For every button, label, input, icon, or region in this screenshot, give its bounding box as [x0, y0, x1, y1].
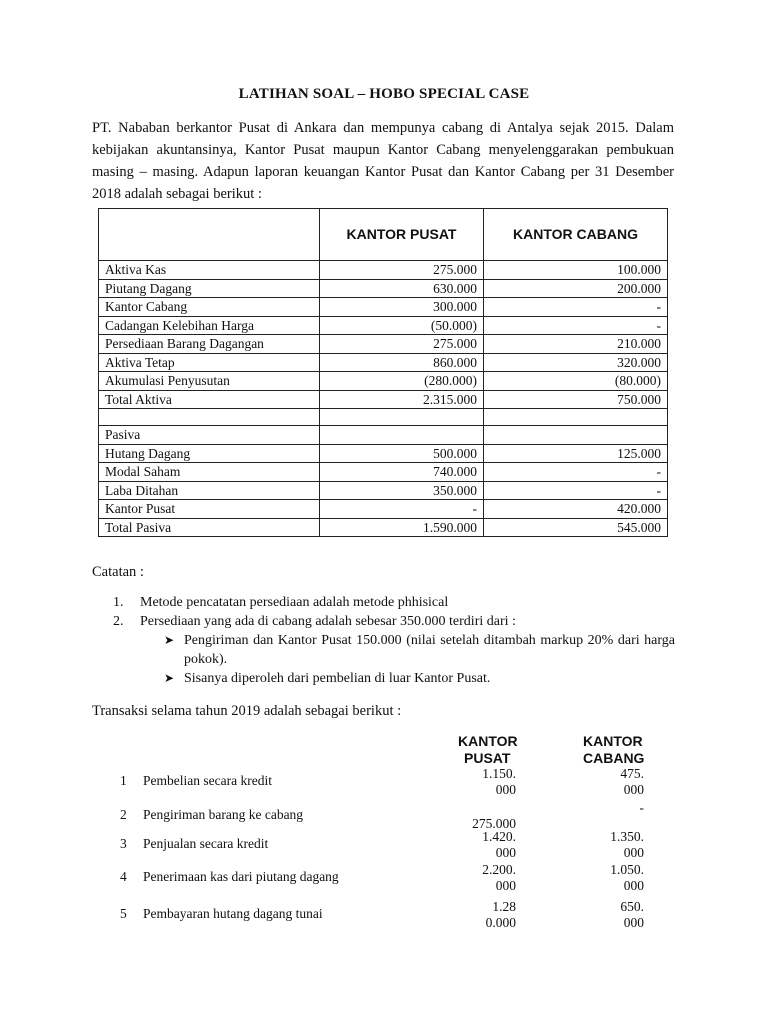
note-item	[113, 612, 675, 631]
pusat-value-cell: 1.590.000	[320, 518, 484, 537]
cabang-amount	[580, 766, 644, 798]
amount-line	[440, 800, 516, 816]
row-label-cell: Aktiva Tetap	[99, 353, 320, 372]
note-number: 2.	[113, 614, 124, 629]
amount-line: 1.420.	[482, 829, 516, 844]
transaction-number: 4	[120, 869, 127, 884]
pusat-value-cell: (50.000)	[320, 316, 484, 335]
pusat-value-cell: 275.000	[320, 335, 484, 354]
table-header-row	[99, 209, 668, 261]
amount-line: 650.	[620, 899, 644, 914]
table-row	[99, 481, 668, 500]
cabang-value-cell: -	[484, 481, 668, 500]
sub-note-text: Sisanya diperoleh dari pembelian di luar Kantor Pusat.	[184, 671, 491, 686]
transaction-number: 1	[120, 773, 127, 788]
table-header-pusat: KANTOR PUSAT	[320, 209, 484, 261]
amount-line: 000	[623, 845, 644, 860]
pusat-amount	[440, 829, 516, 861]
cabang-value-cell: 320.000	[484, 353, 668, 372]
pusat-value-cell: 300.000	[320, 298, 484, 317]
cabang-value-cell: 125.000	[484, 444, 668, 463]
amount-line: 000	[623, 915, 644, 930]
row-label-cell: Kantor Pusat	[99, 500, 320, 519]
table-row	[99, 463, 668, 482]
pusat-value-cell: 500.000	[320, 444, 484, 463]
cabang-amount	[580, 862, 644, 894]
cabang-value-cell	[484, 426, 668, 445]
cabang-value-cell: 210.000	[484, 335, 668, 354]
cabang-value-cell: (80.000)	[484, 372, 668, 391]
cabang-value-cell: -	[484, 316, 668, 335]
header-line: CABANG	[583, 750, 645, 766]
pusat-value-cell: 630.000	[320, 279, 484, 298]
transactions-header-pusat	[458, 733, 528, 767]
transactions-intro: Transaksi selama tahun 2019 adalah sebagai berikut :	[92, 703, 402, 719]
transaction-description: Pengiriman barang ke cabang	[143, 807, 304, 822]
table-row	[99, 298, 668, 317]
row-label-cell: Akumulasi Penyusutan	[99, 372, 320, 391]
amount-line: 2.200.	[482, 862, 516, 877]
row-label-cell: Hutang Dagang	[99, 444, 320, 463]
row-label-cell: Total Aktiva	[99, 390, 320, 409]
arrow-bullet-icon: ➤	[164, 671, 175, 685]
transaction-description: Penerimaan kas dari piutang dagang	[143, 869, 339, 884]
cabang-amount	[580, 800, 644, 832]
transaction-number: 2	[120, 807, 127, 822]
table-row	[99, 518, 668, 537]
transaction-number: 3	[120, 836, 127, 851]
table-row	[99, 316, 668, 335]
cabang-value-cell: -	[484, 298, 668, 317]
transaction-description: Pembelian secara kredit	[143, 773, 272, 788]
arrow-bullet-icon: ➤	[164, 633, 175, 647]
pusat-value-cell: 350.000	[320, 481, 484, 500]
pusat-value-cell: 860.000	[320, 353, 484, 372]
amount-line: 000	[623, 878, 644, 893]
cabang-value-cell	[484, 409, 668, 426]
table-row	[99, 426, 668, 445]
table-row	[99, 353, 668, 372]
amount-line: 1.350.	[610, 829, 644, 844]
cabang-value-cell: 100.000	[484, 261, 668, 280]
table-header-cabang: KANTOR CABANG	[484, 209, 668, 261]
header-line: KANTOR	[583, 733, 643, 749]
cabang-amount	[580, 899, 644, 931]
row-label-cell: Piutang Dagang	[99, 279, 320, 298]
amount-line: 475.	[620, 766, 644, 781]
amount-line: 1.050.	[610, 862, 644, 877]
row-label-cell: Pasiva	[99, 426, 320, 445]
amount-line: 275.000	[472, 816, 516, 831]
transactions-header-cabang	[583, 733, 653, 767]
note-text: Metode pencatatan persediaan adalah metode phhisical	[140, 595, 449, 610]
cabang-value-cell: 420.000	[484, 500, 668, 519]
row-label-cell: Cadangan Kelebihan Harga	[99, 316, 320, 335]
pusat-amount	[440, 899, 516, 931]
row-label-cell	[99, 409, 320, 426]
pusat-amount	[440, 766, 516, 798]
note-number: 1.	[113, 595, 124, 610]
amount-line: 000	[623, 782, 644, 797]
row-label-cell: Persediaan Barang Dagangan	[99, 335, 320, 354]
page-title: LATIHAN SOAL – HOBO SPECIAL CASE	[238, 86, 530, 102]
table-row	[99, 500, 668, 519]
row-label-cell: Aktiva Kas	[99, 261, 320, 280]
intro-line: kebijakan akuntansinya, Kantor Pusat maupun Kantor Cabang menyelenggarakan	[92, 142, 599, 158]
amount-line: 000	[495, 878, 516, 893]
pusat-value-cell: 2.315.000	[320, 390, 484, 409]
transaction-description: Pembayaran hutang dagang tunai	[143, 906, 323, 921]
header-line: PUSAT	[464, 750, 511, 766]
amount-line: 1.28	[492, 899, 516, 914]
table-row	[99, 390, 668, 409]
table-row	[99, 279, 668, 298]
intro-line: per 31 Desember 2018 adalah sebagai berikut :	[92, 164, 675, 202]
amount-line: -	[639, 800, 644, 815]
intro-line: pembukuan masing – masing. Adapun laporan keuangan Kantor Pusat dan Kantor Cabang	[92, 142, 674, 180]
cabang-amount	[580, 829, 644, 861]
table-row	[99, 372, 668, 391]
row-label-cell: Total Pasiva	[99, 518, 320, 537]
transaction-description: Penjualan secara kredit	[143, 836, 269, 851]
pusat-amount	[440, 862, 516, 894]
catatan-label: Catatan :	[92, 564, 144, 580]
pusat-value-cell	[320, 409, 484, 426]
cabang-value-cell: 750.000	[484, 390, 668, 409]
row-label-cell: Laba Ditahan	[99, 481, 320, 500]
balance-table	[98, 208, 668, 537]
row-label-cell: Modal Saham	[99, 463, 320, 482]
cabang-value-cell: 545.000	[484, 518, 668, 537]
amount-line: 1.150.	[482, 766, 516, 781]
pusat-value-cell: (280.000)	[320, 372, 484, 391]
table-row	[99, 444, 668, 463]
cabang-value-cell: -	[484, 463, 668, 482]
amount-line: 0.000	[485, 915, 516, 930]
table-row	[99, 335, 668, 354]
pusat-value-cell: 275.000	[320, 261, 484, 280]
pusat-value-cell	[320, 426, 484, 445]
sub-note-item	[113, 669, 675, 688]
pusat-value-cell: -	[320, 500, 484, 519]
amount-line: 000	[495, 845, 516, 860]
sub-note-item	[113, 631, 675, 669]
header-line: KANTOR	[458, 733, 518, 749]
table-row	[99, 409, 668, 426]
note-item	[113, 593, 675, 612]
table-header-label	[99, 209, 320, 261]
pusat-value-cell: 740.000	[320, 463, 484, 482]
amount-line: 000	[495, 782, 516, 797]
intro-line: PT. Nababan berkantor Pusat di Ankara dan mempunya cabang di Antalya sejak 2015. Dalam	[92, 120, 674, 136]
intro-paragraph	[92, 117, 674, 205]
cabang-value-cell: 200.000	[484, 279, 668, 298]
note-text: Persediaan yang ada di cabang adalah sebesar 350.000 terdiri dari :	[140, 614, 516, 629]
table-row	[99, 261, 668, 280]
pusat-amount	[440, 800, 516, 832]
row-label-cell: Kantor Cabang	[99, 298, 320, 317]
sub-note-text: Pengiriman dan Kantor Pusat 150.000 (nilai setelah ditambah markup 20% dari harga pokok).	[184, 633, 675, 667]
transaction-number: 5	[120, 906, 127, 921]
notes-list	[113, 593, 675, 688]
